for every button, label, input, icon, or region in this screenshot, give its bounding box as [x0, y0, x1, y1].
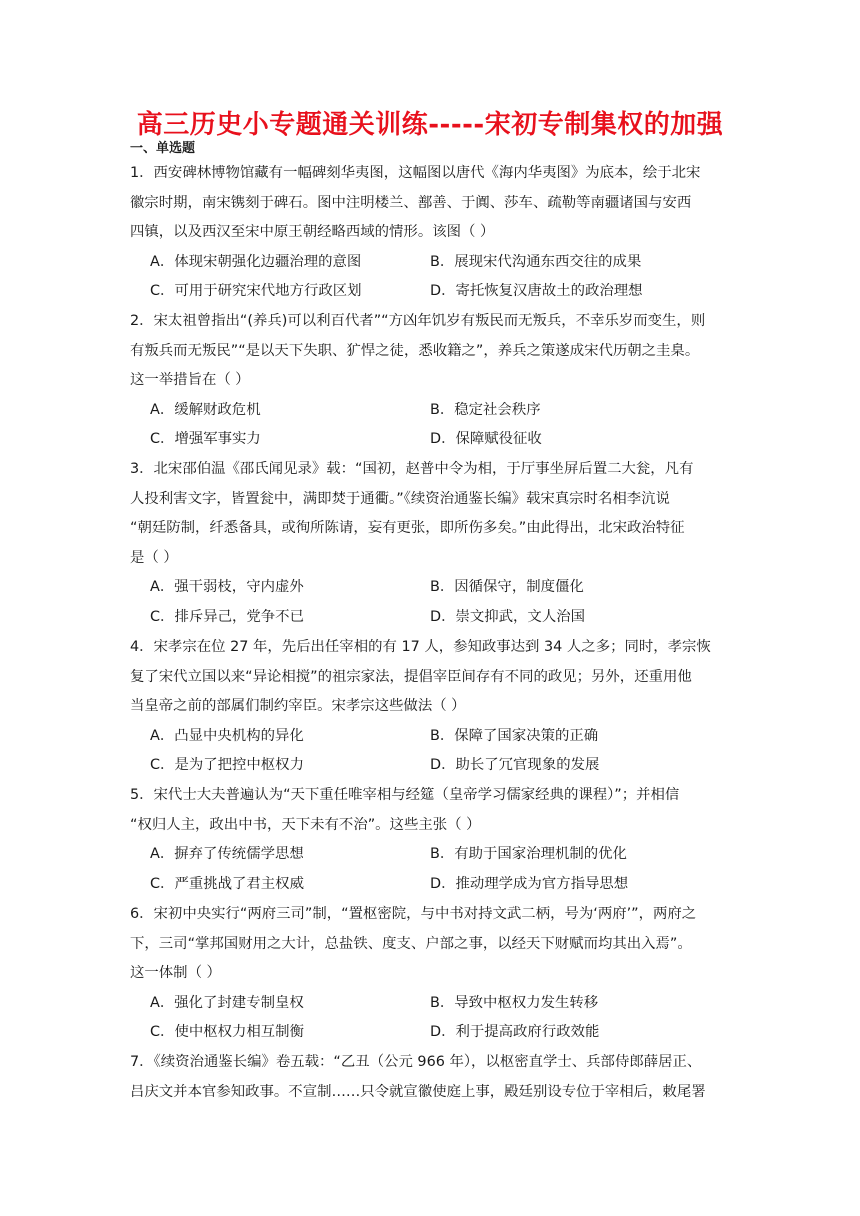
question-text-line: 7．《续资治通鉴长编》卷五载：“乙丑（公元 966 年），以枢密直学士、兵部侍郎薛居正、 [130, 1054, 702, 1070]
option-a[interactable]: A．体现宋朝强化边疆治理的意图 [150, 253, 362, 270]
option-b[interactable]: B．导致中枢权力发生转移 [430, 994, 599, 1011]
question-text-line: 这一举措旨在（ ） [130, 372, 250, 388]
option-c[interactable]: C．可用于研究宋代地方行政区划 [150, 283, 362, 299]
option-d[interactable]: D．助长了冗官现象的发展 [430, 757, 600, 773]
question-2 [130, 307, 732, 396]
document-title: 高三历史小专题通关训练-----宋初专制集权的加强 [136, 110, 724, 140]
option-a[interactable]: A．强化了封建专制皇权 [150, 994, 304, 1011]
option-row [150, 989, 730, 1019]
question-text-line: “朝廷防制，纤悉备具，或徇所陈请，妄有更张，即所伤多矣。”由此得出，北宋政治特征 [130, 520, 685, 536]
question-text-line: 这一体制（ ） [130, 965, 221, 981]
question-text-line: 2．宋太祖曾指出“(养兵)可以利百代者”“方凶年饥岁有叛民而无叛兵，不幸乐岁而变生，则 [130, 313, 706, 329]
option-a[interactable]: A．缓解财政危机 [150, 401, 261, 418]
answer-options [150, 396, 730, 455]
question-text-line: 3．北宋邵伯温《邵氏闻见录》载：“国初，赵普中令为相，于厅事坐屏后置二大瓮，凡有 [130, 461, 694, 477]
question-4 [130, 633, 732, 722]
question-text-line: 4．宋孝宗在位 27 年，先后出任宰相的有 17 人，参知政事达到 34 人之多；同时，孝宗恢 [130, 639, 711, 655]
question-text-line: 当皇帝之前的部属们制约宰臣。宋孝宗这些做法（ ） [130, 698, 466, 714]
option-d[interactable]: D．利于提高政府行政效能 [430, 1024, 600, 1040]
question-1 [130, 159, 732, 248]
option-row [150, 1018, 730, 1048]
question-text-line: 复了宋代立国以来“异论相搅”的祖宗家法，提倡宰臣间存有不同的政见；另外，还重用他 [130, 668, 692, 685]
question-text-line: 有叛兵而无叛民”“是以天下失职、犷悍之徒，悉收籍之”，养兵之策遂成宋代历朝之圭臬。 [130, 342, 700, 359]
answer-options [150, 573, 730, 632]
option-row [150, 751, 730, 781]
question-text-line: 5．宋代士大夫普遍认为“天下重任唯宰相与经筵（皇帝学习儒家经典的课程）”；并相信 [130, 787, 680, 803]
option-b[interactable]: B．因循保守，制度僵化 [430, 579, 584, 595]
question-7 [130, 1048, 732, 1107]
option-d[interactable]: D．崇文抑武，文人治国 [430, 608, 585, 625]
option-b[interactable]: B．保障了国家决策的正确 [430, 727, 599, 744]
option-row [150, 722, 730, 752]
question-6 [130, 900, 732, 989]
option-row [150, 603, 730, 633]
option-a[interactable]: A．凸显中央机构的异化 [150, 727, 304, 744]
answer-options [150, 722, 730, 781]
option-b[interactable]: B．稳定社会秩序 [430, 401, 541, 418]
option-c[interactable]: C．增强军事实力 [150, 431, 261, 447]
option-c[interactable]: C．排斥异己，党争不已 [150, 608, 304, 625]
option-d[interactable]: D．保障赋役征收 [430, 431, 542, 447]
answer-options [150, 840, 730, 899]
question-text-line: 1．西安碑林博物馆藏有一幅碑刻华夷图，这幅图以唐代《海内华夷图》为底本，绘于北宋 [130, 165, 701, 181]
option-row [150, 396, 730, 426]
section-heading: 一、单选题 [130, 141, 196, 156]
option-row [150, 425, 730, 455]
option-a[interactable]: A．强干弱枝，守内虚外 [150, 579, 304, 595]
option-c[interactable]: C．严重挑战了君主权威 [150, 875, 304, 892]
option-b[interactable]: B．有助于国家治理机制的优化 [430, 846, 627, 862]
answer-options [150, 989, 730, 1048]
question-text-line: 徽宗时期，南宋镌刻于碑石。图中注明楼兰、鄯善、于阗、莎车、疏勒等南疆诸国与安西 [130, 194, 692, 211]
option-row [150, 840, 730, 870]
option-c[interactable]: C．使中枢权力相互制衡 [150, 1024, 304, 1040]
question-text-line: 四镇，以及西汉至宋中原王朝经略西域的情形。该图（ ） [130, 224, 495, 240]
option-d[interactable]: D．推动理学成为官方指导思想 [430, 875, 629, 892]
question-text-line: 吕庆文并本官参知政事。不宣制……只令就宣徽使庭上事，殿廷别设专位于宰相后，敕尾署 [130, 1083, 706, 1100]
option-row [150, 870, 730, 900]
option-d[interactable]: D．寄托恢复汉唐故土的政治理想 [430, 283, 643, 299]
question-3 [130, 455, 732, 573]
option-row [150, 573, 730, 603]
option-row [150, 277, 730, 307]
option-a[interactable]: A．摒弃了传统儒学思想 [150, 846, 304, 862]
question-5 [130, 781, 732, 840]
option-b[interactable]: B．展现宋代沟通东西交往的成果 [430, 253, 642, 270]
question-text-line: 6．宋初中央实行“两府三司”制，“置枢密院，与中书对持文武二柄，号为‘两府’”，两府之 [130, 906, 697, 922]
question-text-line: 下，三司“掌邦国财用之大计，总盐铁、度支、户部之事，以经天下财赋而均其出入焉”。 [130, 935, 692, 952]
option-c[interactable]: C．是为了把控中枢权力 [150, 757, 304, 773]
question-text-line: 人投利害文字，皆置瓮中，满即焚于通衢。”《续资治通鉴长编》载宋真宗时名相李沆说 [130, 490, 670, 507]
question-text-line: 是（ ） [130, 549, 178, 566]
answer-options [150, 248, 730, 307]
option-row [150, 248, 730, 278]
question-text-line: “权归人主，政出中书，天下未有不治”。这些主张（ ） [130, 816, 481, 833]
